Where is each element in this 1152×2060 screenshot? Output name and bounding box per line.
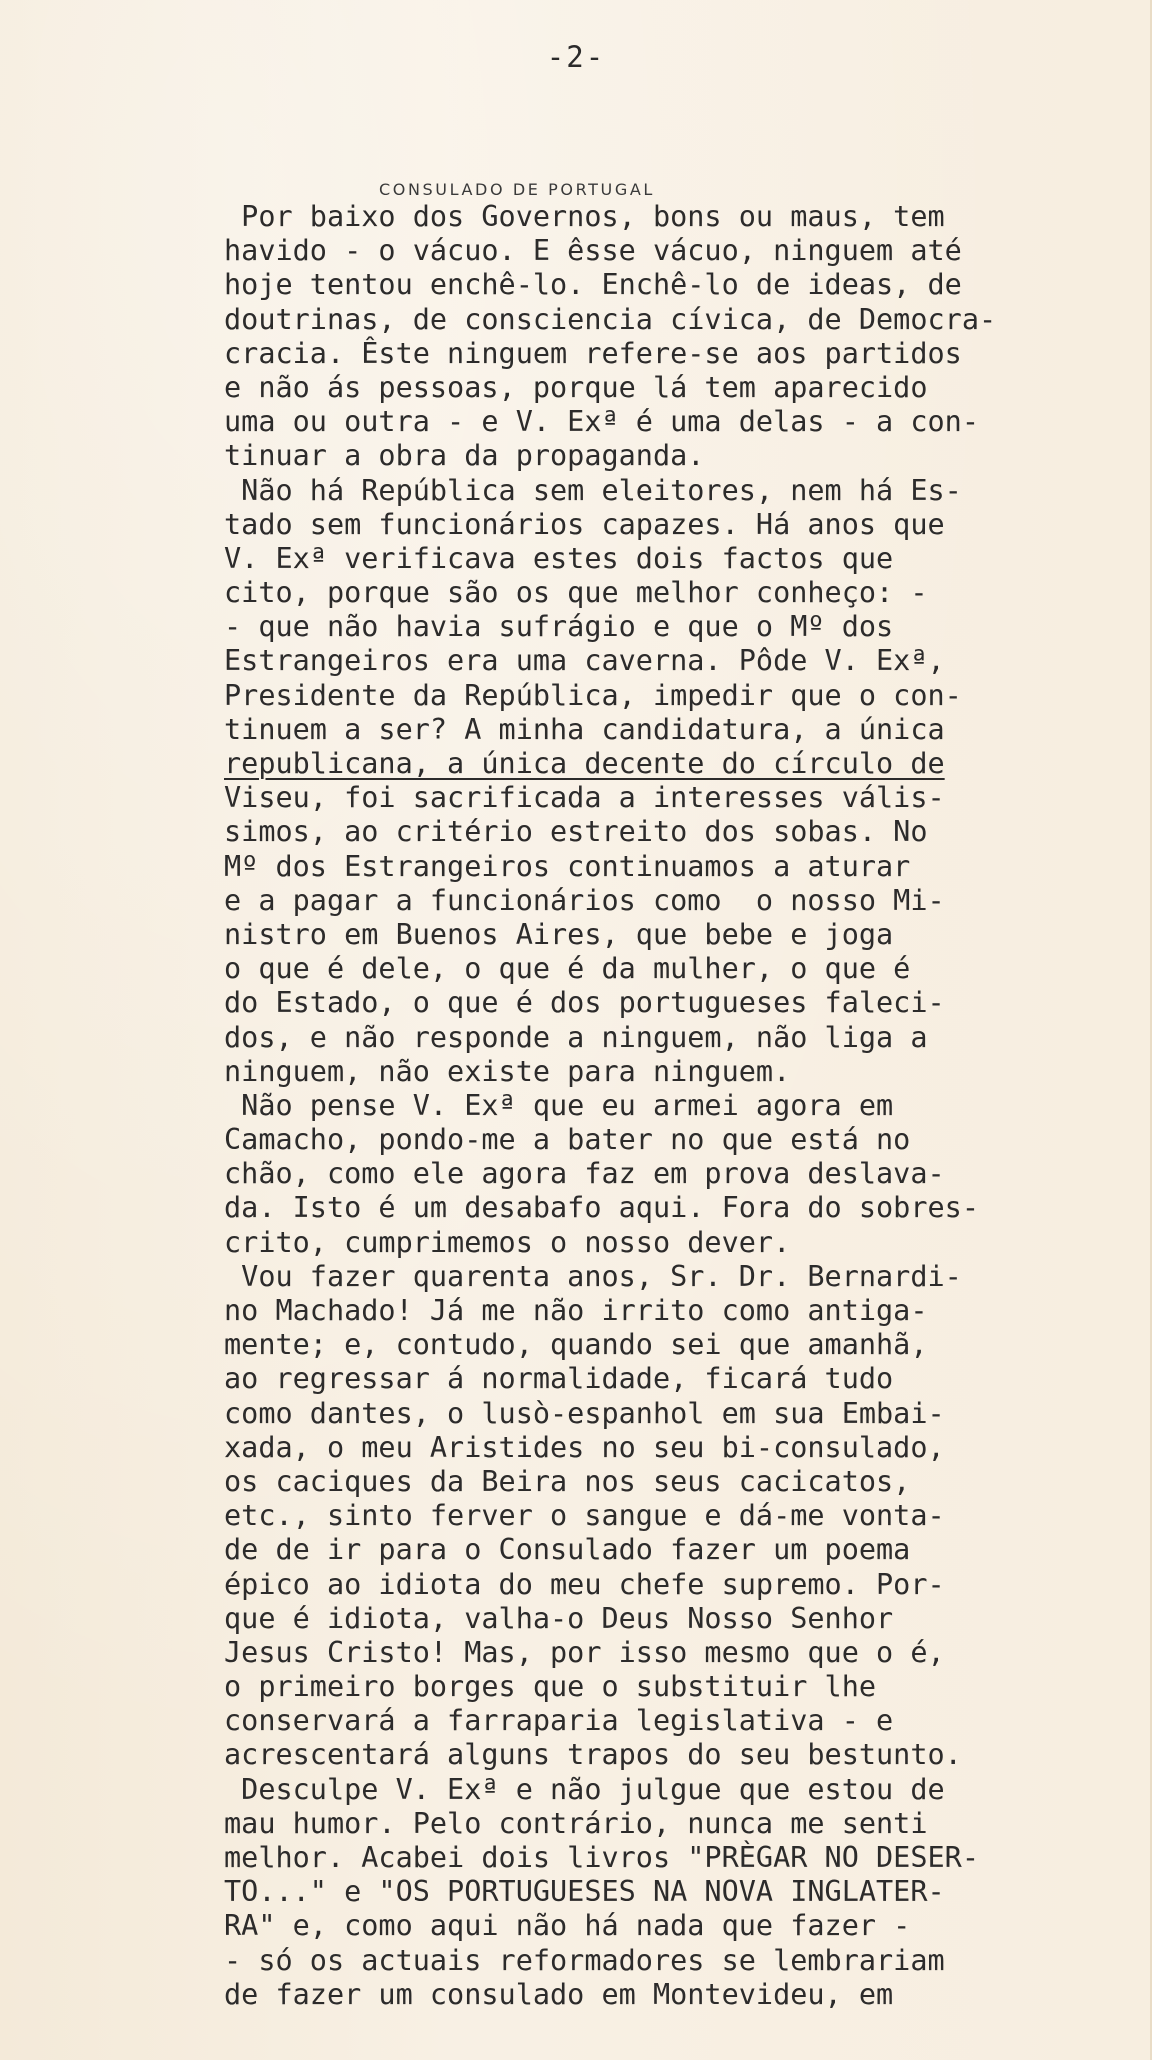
text-line: mau humor. Pelo contrário, nunca me senti (224, 1806, 928, 1840)
text-line: mente; e, contudo, quando sei que amanhã, (224, 1328, 928, 1362)
text-line: Jesus Cristo! Mas, por isso mesmo que o é, (224, 1635, 945, 1669)
text-line: xada, o meu Aristides no seu bi-consulado, (224, 1430, 945, 1464)
text-line: Não pense V. Exª que eu armei agora em (224, 1088, 894, 1122)
text-line: Desculpe V. Exª e não julgue que estou de (224, 1772, 945, 1806)
text-line: acrescentará alguns trapos do seu bestunto. (224, 1738, 962, 1772)
letterhead: CONSULADO DE PORTUGAL (379, 180, 655, 199)
text-line: que é idiota, valha-o Deus Nosso Senhor (224, 1601, 894, 1635)
text-line: os caciques da Beira nos seus cacicatos, (224, 1464, 911, 1498)
text-line: tado sem funcionários capazes. Há anos que (224, 507, 945, 541)
text-line: cracia. Êste ninguem refere-se aos partidos (224, 336, 962, 370)
text-line: de fazer um consulado em Montevideu, em (224, 1977, 894, 2011)
text-line: tinuar a obra da propaganda. (224, 439, 705, 473)
text-line: simos, ao critério estreito dos sobas. No (224, 815, 928, 849)
page-number: -2- (546, 40, 606, 74)
text-line: Viseu, foi sacrificada a interesses vális- (224, 781, 945, 815)
text-line: do Estado, o que é dos portugueses faleci- (224, 986, 945, 1020)
letter-body (224, 200, 1139, 2012)
text-line: e a pagar a funcionários como o nosso Mi- (224, 883, 945, 917)
text-line: crito, cumprimemos o nosso dever. (224, 1225, 791, 1259)
text-line: conservará a farraparia legislativa - e (224, 1704, 894, 1738)
text-line: V. Exª verificava estes dois factos que (224, 541, 894, 575)
text-line: havido - o vácuo. E êsse vácuo, ninguem até (224, 234, 962, 268)
text-line: Vou fazer quarenta anos, Sr. Dr. Bernardi- (224, 1259, 962, 1293)
text-line: - que não havia sufrágio e que o Mº dos (224, 610, 894, 644)
text-line: etc., sinto ferver o sangue e dá-me vonta- (224, 1499, 945, 1533)
text-line: Estrangeiros era uma caverna. Pôde V. Exª, (224, 644, 945, 678)
text-line: tinuem a ser? A minha candidatura, a única (224, 712, 945, 746)
text-line: melhor. Acabei dois livros "PRÈGAR NO DESER- (224, 1841, 979, 1874)
text-line: e não ás pessoas, porque lá tem aparecido (224, 370, 928, 404)
text-line: RA" e, como aqui não há nada que fazer - (224, 1909, 911, 1943)
text-line: dos, e não responde a ninguem, não liga a (224, 1020, 928, 1054)
text-line: Por baixo dos Governos, bons ou maus, tem (224, 200, 945, 233)
text-line: TO..." e "OS PORTUGUESES NA NOVA INGLATER- (224, 1875, 945, 1909)
text-line: - só os actuais reformadores se lembrariam (224, 1943, 945, 1977)
text-line: Camacho, pondo-me a bater no que está no (224, 1123, 911, 1157)
text-line: épico ao idiota do meu chefe supremo. Por- (224, 1567, 945, 1601)
text-line: doutrinas, de consciencia cívica, de Democra- (224, 302, 997, 336)
text-line: Não há República sem eleitores, nem há Es- (224, 473, 962, 507)
text-line: ao regressar á normalidade, ficará tudo (224, 1362, 894, 1396)
text-line: o que é dele, o que é da mulher, o que é (224, 952, 911, 986)
text-line: da. Isto é um desabafo aqui. Fora do sobres- (224, 1191, 979, 1225)
text-line: cito, porque são os que melhor conheço: - (224, 576, 928, 610)
text-line: como dantes, o lusò-espanhol em sua Embai- (224, 1396, 945, 1430)
text-line-underlined: republicana, a única decente do círculo de (224, 747, 945, 780)
text-line: uma ou outra - e V. Exª é uma delas - a con- (224, 405, 979, 439)
text-line: de de ir para o Consulado fazer um poema (224, 1533, 911, 1567)
text-line: Mº dos Estrangeiros continuamos a aturar (224, 849, 911, 883)
text-line: nistro em Buenos Aires, que bebe e joga (224, 917, 894, 951)
text-line: chão, como ele agora faz em prova deslava- (224, 1157, 945, 1191)
text-line: no Machado! Já me não irrito como antiga- (224, 1294, 928, 1327)
text-line: Presidente da República, impedir que o con- (224, 678, 962, 712)
text-line: ninguem, não existe para ninguem. (224, 1054, 791, 1088)
text-line: o primeiro borges que o substituir lhe (224, 1670, 877, 1704)
text-line: hoje tentou enchê-lo. Enchê-lo de ideas, de (224, 268, 962, 302)
